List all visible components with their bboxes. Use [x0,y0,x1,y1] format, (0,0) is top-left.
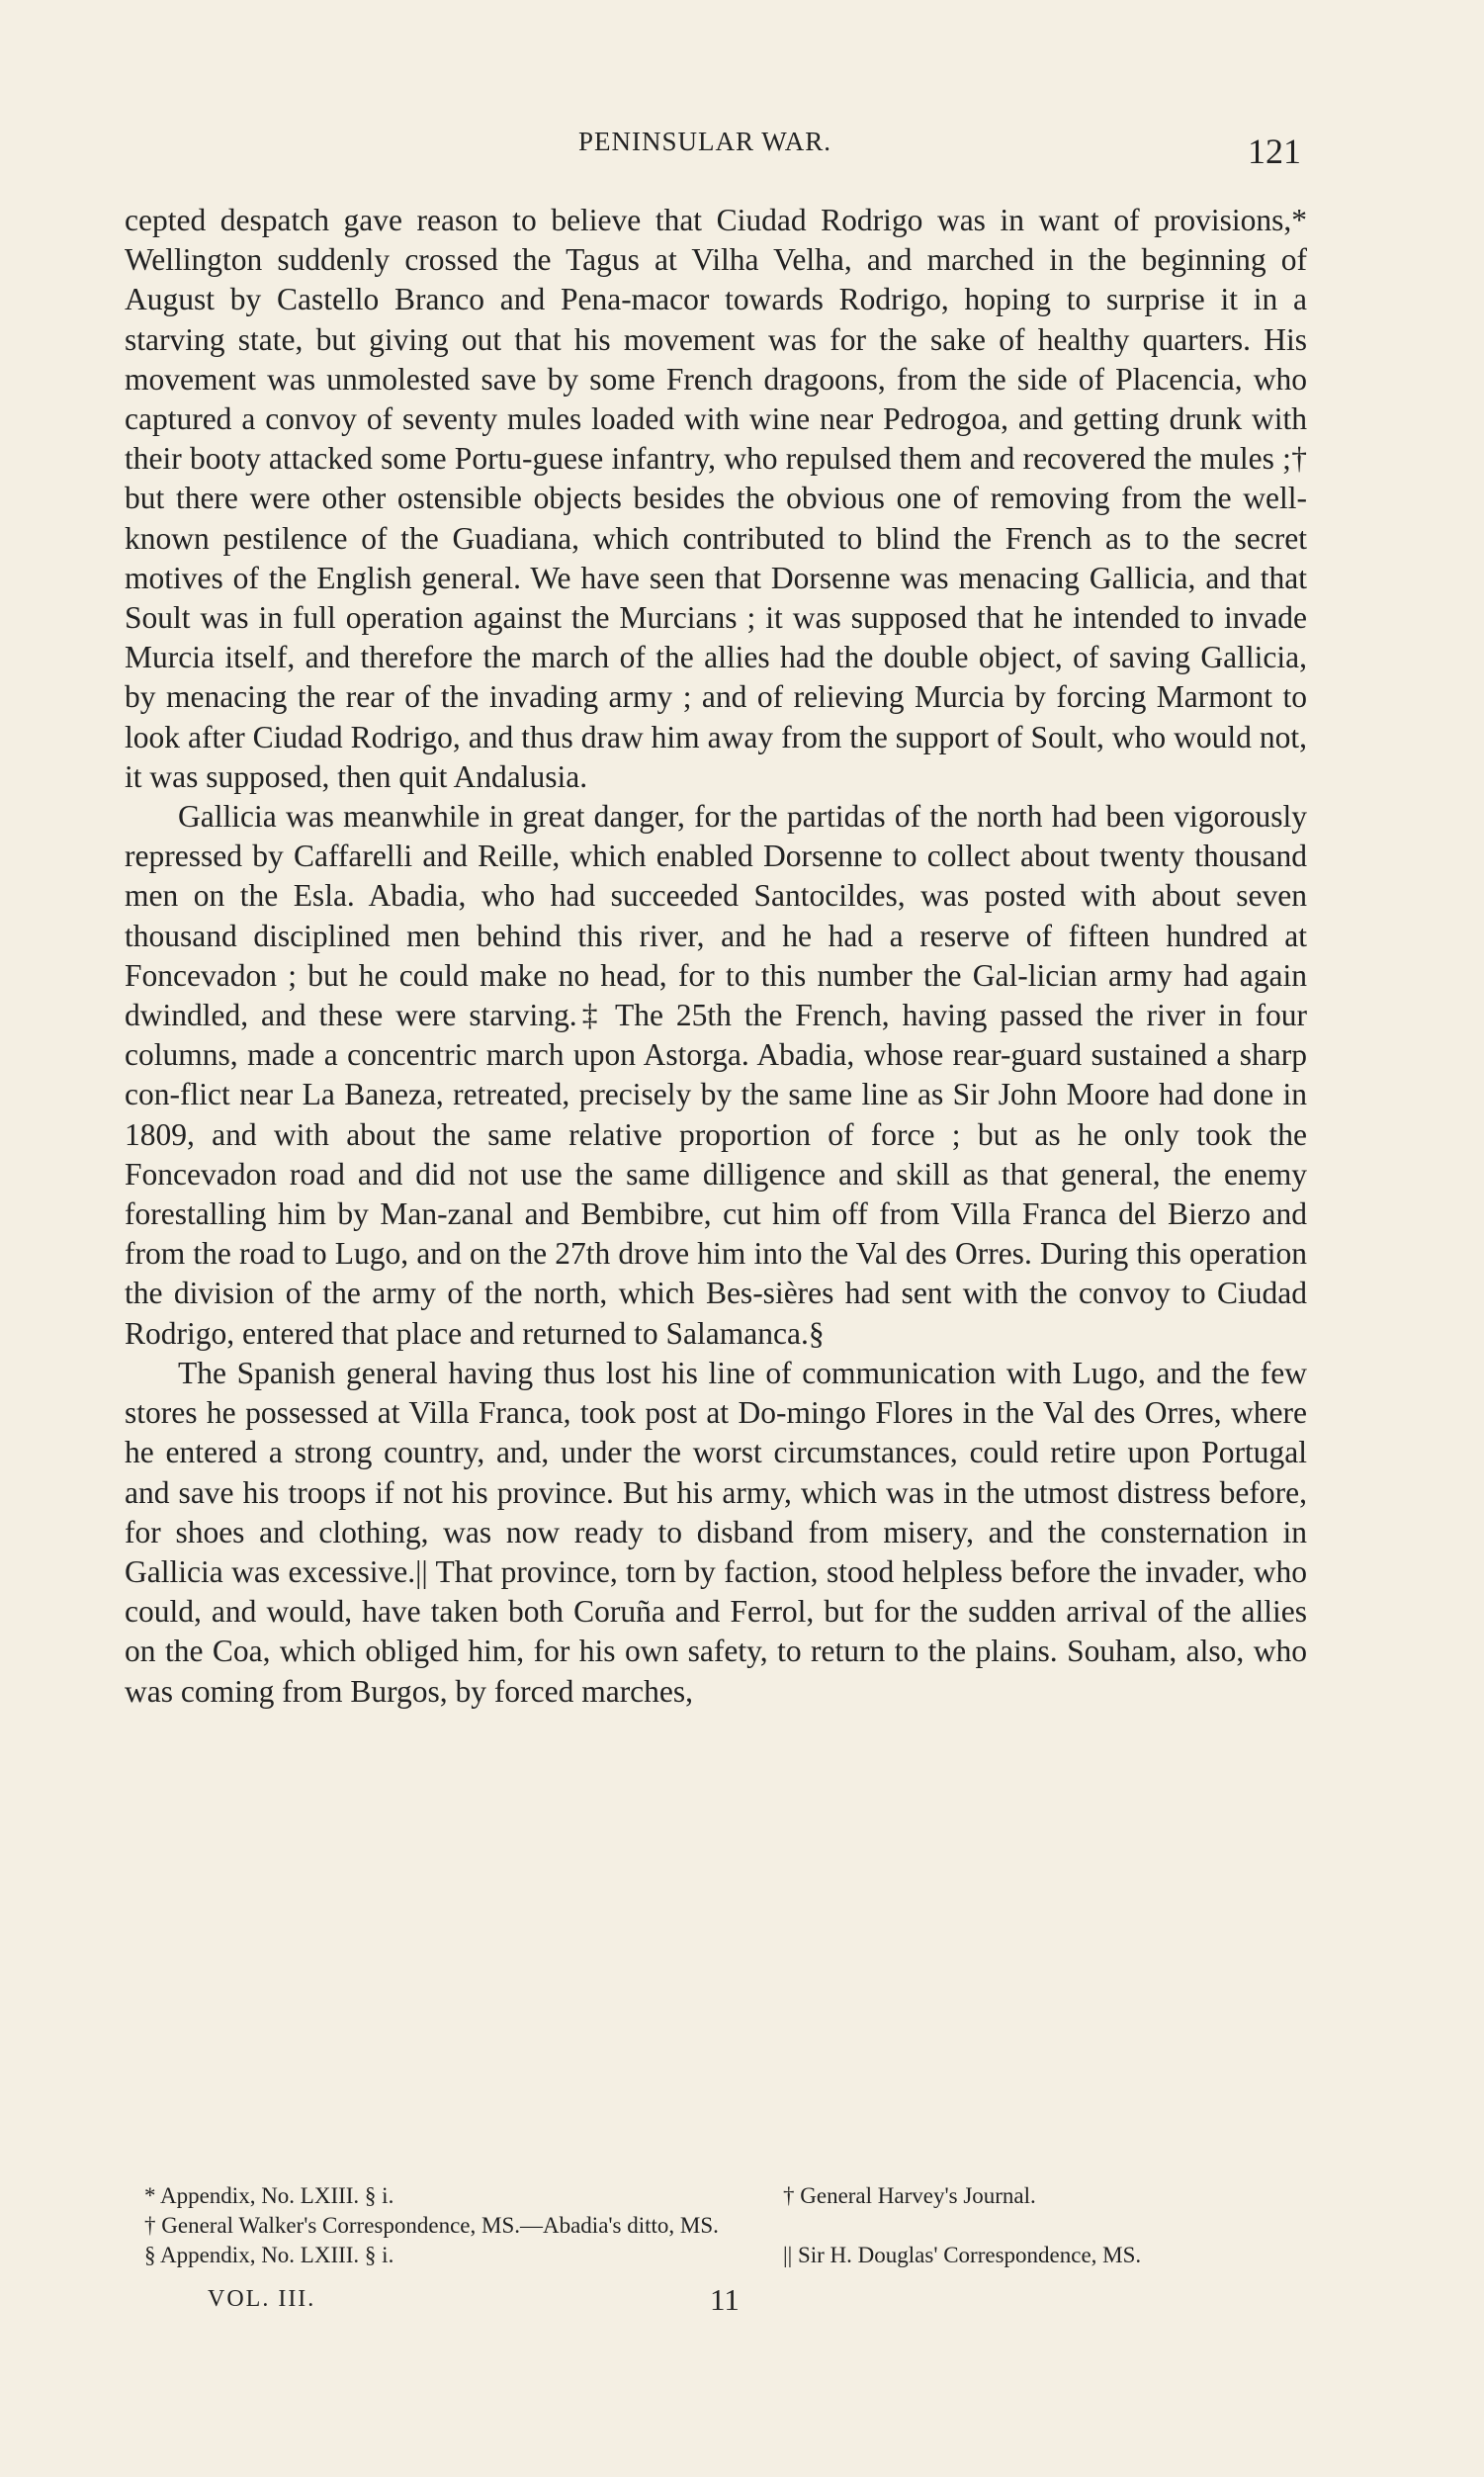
footnote-row-2 [144,2211,1311,2241]
footnote-appendix-2: § Appendix, No. LXIII. § i. [144,2243,394,2267]
page-number: 121 [1248,132,1301,171]
paragraph-1: cepted despatch gave reason to believe that Ciudad Rodrigo was in want of provisions,* Wellington suddenly crossed the Tagus at Vilha Velha, and marched in the beginning of August by Castello Branco and Pena-macor towards Rodrigo, hoping to surprise it in a starving state, but giving out that his movement was for the sake of healthy quarters. His movement was unmolested save by some French dragoons, from the side of Placencia, who captured a convoy of seventy mules loaded with wine near Pedrogoa, and getting drunk with their booty attacked some Portu-guese infantry, who repulsed them and recovered the mules ;† but there were other ostensible objects besides the obvious one of removing from the well-known pestilence of the Guadiana, which contributed to blind the French as to the secret motives of the English general. We have seen that Dorsenne was menacing Gallicia, and that Soult was in full operation against the Murcians ; it was supposed that he intended to invade Murcia itself, and therefore the march of the allies had the double object, of saving Gallicia, by menacing the rear of the invading army ; and of relieving Murcia by forcing Marmont to look after Ciudad Rodrigo, and thus draw him away from the support of Soult, who would not, it was supposed, then quit Andalusia. [125,203,1307,794]
footnote-row-3 [144,2241,1311,2270]
signature-line [208,2284,999,2324]
footnote-appendix-1: * Appendix, No. LXIII. § i. [144,2183,394,2208]
signature-mark: 11 [710,2282,740,2317]
paragraph-3: The Spanish general having thus lost his line of communication with Lugo, and the few stores he possessed at Villa Franca, took post at Do-mingo Flores in the Val des Orres, where he entered a strong country, and, under the worst circumstances, could retire upon Portugal and save his troops if not his province. But his army, which was in the utmost distress before, for shoes and clothing, was now ready to disband from misery, and the consternation in Gallicia was excessive.|| That province, torn by faction, stood helpless before the invader, who could, and would, have taken both Coruña and Ferrol, but for the sudden arrival of the allies on the Coa, which obliged him, for his own safety, to return to the plains. Souham, also, who was coming from Burgos, by forced marches, [125,1355,1307,1709]
volume-label: VOL. III. [208,2286,316,2312]
footnote-row-1 [144,2181,1311,2211]
running-title: PENINSULAR WAR. [578,127,832,156]
paragraph-2: Gallicia was meanwhile in great danger, for the partidas of the north had been vigorously repressed by Caffarelli and Reille, which enabled Dorsenne to collect about twenty thousand men on the Esla. Abadia, who had succeeded Santocildes, was posted with about seven thousand disciplined men behind this river, and he had a reserve of fifteen hundred at Foncevadon ; but he could make no head, for to this number the Gal-lician army had again dwindled, and these were starving.‡ The 25th the French, having passed the river in four columns, made a concentric march upon Astorga. Abadia, whose rear-guard sustained a sharp con-flict near La Baneza, retreated, precisely by the same line as Sir John Moore had done in 1809, and with about the same relative proportion of force ; but as he only took the Foncevadon road and did not use the same dilligence and skill as that general, the enemy forestalling him by Man-zanal and Bembibre, cut him off from Villa Franca del Bierzo and from the road to Lugo, and on the 27th drove him into the Val des Orres. During this operation the division of the army of the north, which Bes-sières had sent with the convoy to Ciudad Rodrigo, entered that place and returned to Salamanca.§ [125,799,1307,1351]
body-text [125,201,1307,1712]
footnote-douglas: || Sir H. Douglas' Correspondence, MS. [783,2243,1142,2267]
footnotes [144,2181,1311,2270]
footnote-harvey: † General Harvey's Journal. [783,2183,1036,2208]
footnote-walker: † General Walker's Correspondence, MS.—Abadia's ditto, MS. [144,2213,719,2238]
